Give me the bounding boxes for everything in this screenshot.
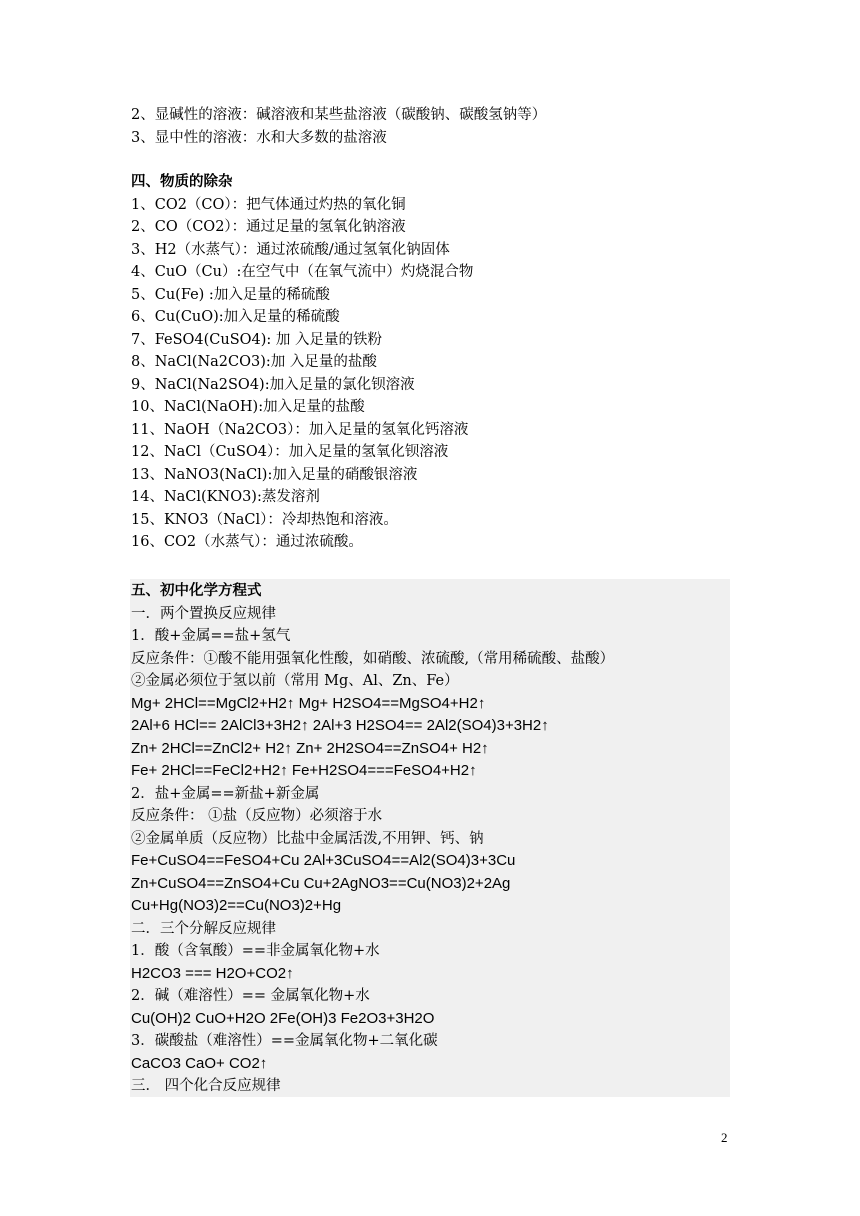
- equation-line: Mg+ 2HCl==MgCl2+H2↑ Mg+ H2SO4==MgSO4+H2↑: [131, 694, 486, 712]
- list-item: 14、NaCl(KNO3):蒸发溶剂: [131, 489, 320, 505]
- text-body: [131, 104, 731, 554]
- list-item: 2、CO（CO2）：通过足量的氢氧化钠溶液: [131, 219, 406, 235]
- section-heading: 五、初中化学方程式: [131, 582, 262, 599]
- section-heading: 四、物质的除杂: [131, 173, 233, 190]
- list-item: 15、KNO3（NaCl）：冷却热饱和溶液。: [131, 511, 398, 528]
- page-number: 2: [721, 1130, 728, 1145]
- list-item: 13、NaNO3(NaCl):加入足量的硝酸银溶液: [131, 466, 418, 483]
- list-item: 16、CO2（水蒸气）：通过浓硫酸。: [131, 534, 363, 550]
- rule-heading: 2．碱（难溶性）== 金属氧化物+水: [131, 988, 370, 1004]
- text-line: 2、显碱性的溶液：碱溶液和某些盐溶液（碳酸钠、碳酸氢钠等）: [131, 107, 547, 123]
- equation-line: Fe+CuSO4==FeSO4+Cu 2Al+3CuSO4==Al2(SO4)3+3Cu: [131, 852, 516, 869]
- equation-line: Cu+Hg(NO3)2==Cu(NO3)2+Hg: [131, 897, 342, 914]
- equation-line: Zn+CuSO4==ZnSO4+Cu Cu+2AgNO3==Cu(NO3)2+2Ag: [131, 874, 511, 892]
- subsection-heading: 一．两个置换反应规律: [131, 605, 276, 622]
- subsection-heading: 二．三个分解反应规律: [131, 920, 276, 937]
- condition-text: 反应条件：①酸不能用强氧化性酸，如硝酸、浓硫酸,（常用稀硫酸、盐酸）: [131, 650, 615, 667]
- list-item: 1、CO2（CO）：把气体通过灼热的氧化铜: [131, 196, 406, 213]
- list-item: 11、NaOH（Na2CO3）：加入足量的氢氧化钙溶液: [131, 421, 469, 438]
- condition-text: ②金属单质（反应物）比盐中金属活泼,不用钾、钙、钠: [131, 830, 484, 847]
- rule-heading: 1．酸（含氧酸）==非金属氧化物+水: [131, 943, 380, 959]
- rule-heading: 2．盐+金属==新盐+新金属: [131, 785, 320, 802]
- equations-panel: [130, 579, 730, 1097]
- equation-line: CaCO3 CaO+ CO2↑: [131, 1054, 268, 1072]
- condition-text: ②金属必须位于氢以前（常用 Mg、Al、Zn、Fe）: [131, 673, 459, 689]
- paragraph-gap: [131, 149, 731, 171]
- equation-line: H2CO3 === H2O+CO2↑: [131, 964, 294, 982]
- list-item: 3、H2（水蒸气）：通过浓硫酸/通过氢氧化钠固体: [131, 241, 450, 258]
- equation-line: Cu(OH)2 CuO+H2O 2Fe(OH)3 Fe2O3+3H2O: [131, 1009, 435, 1027]
- rule-heading: 3．碳酸盐（难溶性）==金属氧化物+二氧化碳: [131, 1033, 438, 1049]
- list-item: 7、FeSO4(CuSO4): 加 入足量的铁粉: [131, 331, 383, 348]
- list-item: 12、NaCl（CuSO4）：加入足量的氢氧化钡溶液: [131, 444, 449, 460]
- condition-text: 反应条件： ①盐（反应物）必须溶于水: [131, 808, 383, 824]
- equation-line: 2Al+6 HCl== 2AlCl3+3H2↑ 2Al+3 H2SO4== 2Al2(SO4)3+3H2↑: [131, 717, 549, 734]
- list-item: 4、CuO（Cu）:在空气中（在氧气流中）灼烧混合物: [131, 264, 474, 280]
- list-item: 6、Cu(CuO):加入足量的稀硫酸: [131, 309, 340, 325]
- list-item: 5、Cu(Fe) :加入足量的稀硫酸: [131, 286, 330, 303]
- rule-heading: 1．酸+金属==盐+氢气: [131, 628, 291, 644]
- equation-line: Zn+ 2HCl==ZnCl2+ H2↑ Zn+ 2H2SO4==ZnSO4+ H2↑: [131, 739, 489, 757]
- text-line: 3、显中性的溶液：水和大多数的盐溶液: [131, 129, 387, 146]
- list-item: 10、NaCl(NaOH):加入足量的盐酸: [131, 399, 365, 415]
- list-item: 9、NaCl(Na2SO4):加入足量的氯化钡溶液: [131, 376, 415, 393]
- list-item: 8、NaCl(Na2CO3):加 入足量的盐酸: [131, 354, 377, 370]
- subsection-heading: 三． 四个化合反应规律: [131, 1078, 281, 1094]
- equation-line: Fe+ 2HCl==FeCl2+H2↑ Fe+H2SO4===FeSO4+H2↑: [131, 762, 477, 779]
